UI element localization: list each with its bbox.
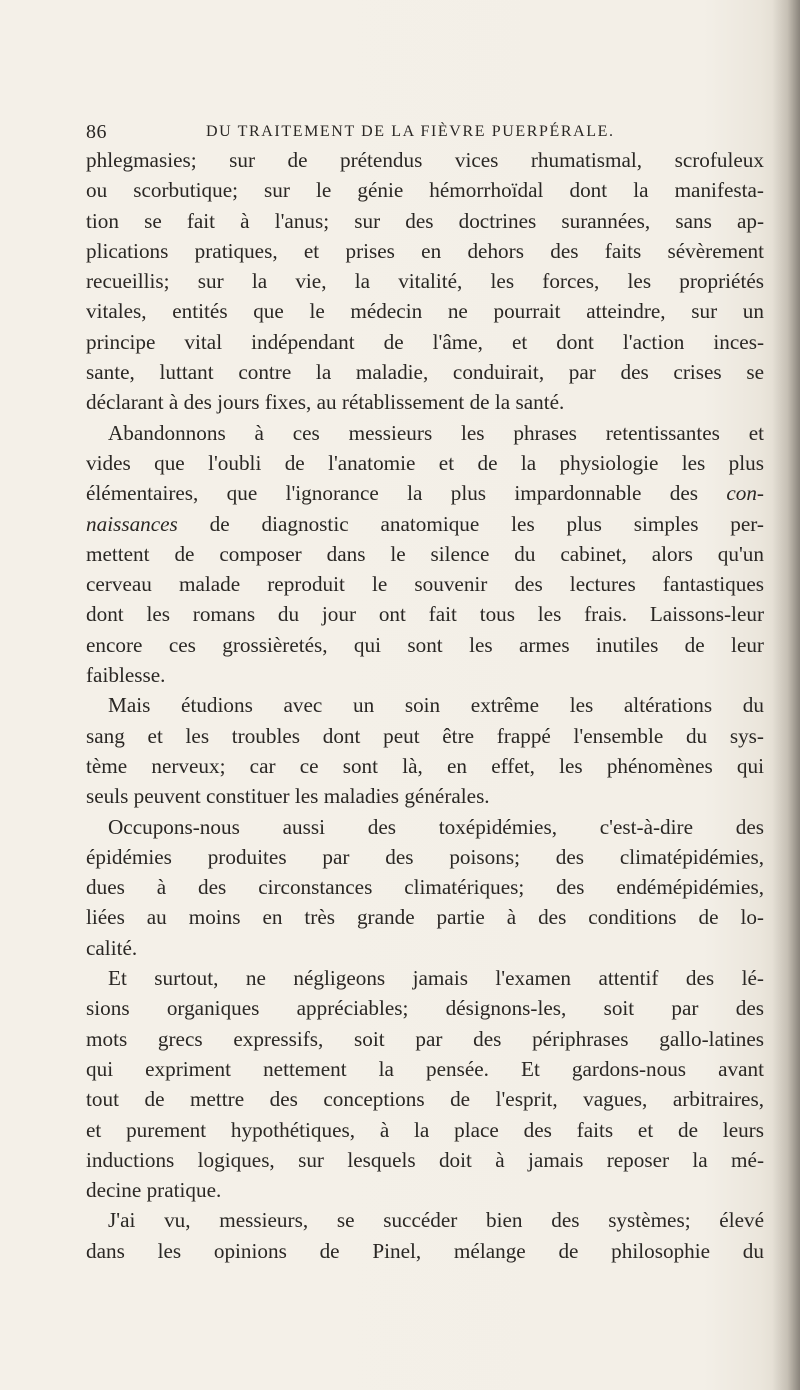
line-text: decine pratique.: [86, 1178, 222, 1203]
text-line: [86, 1145, 764, 1175]
italic-text: con-: [726, 481, 764, 506]
line-text: calité.: [86, 935, 138, 960]
text-line: [86, 1175, 764, 1205]
line-text: vitales, entités que le médecin ne pourrait atteindre, sur un: [86, 299, 764, 324]
page-number: 86: [86, 121, 107, 143]
line-text: J'ai vu, messieurs, se succéder bien des systèmes; élevé: [108, 1208, 764, 1233]
line-text: épidémies produites par des poisons; des climatépidémies,: [86, 844, 764, 869]
text-line: [86, 1115, 764, 1145]
text-line: [86, 418, 764, 448]
line-text: de diagnostic anatomique les plus simples per-: [177, 511, 764, 536]
line-text: dont les romans du jour ont fait tous les frais. Laissons-leur: [86, 602, 764, 627]
text-line: [86, 690, 764, 720]
text-line: [86, 569, 764, 599]
line-text: tout de mettre des conceptions de l'esprit, vagues, arbitraires,: [86, 1087, 764, 1112]
line-text: tème nerveux; car ce sont là, en effet, les phénomènes qui: [86, 753, 764, 778]
line-text: recueillis; sur la vie, la vitalité, les forces, les propriétés: [86, 269, 764, 294]
line-text: mettent de composer dans le silence du cabinet, alors qu'un: [86, 541, 764, 566]
text-line: [86, 751, 764, 781]
text-line: [86, 175, 764, 205]
running-title: DU TRAITEMENT DE LA FIÈVRE PUERPÉRALE.: [206, 123, 615, 140]
text-line: [86, 357, 764, 387]
text-line: [86, 993, 764, 1023]
line-text: déclarant à des jours fixes, au rétablissement de la santé.: [86, 390, 565, 415]
page-edge-shadow: [772, 0, 800, 1390]
line-text: qui expriment nettement la pensée. Et gardons-nous avant: [86, 1056, 764, 1081]
text-line: [86, 933, 764, 963]
text-line: [86, 872, 764, 902]
line-text: sang et les troubles dont peut être frappé l'ensemble du sys-: [86, 723, 764, 748]
text-line: [86, 812, 764, 842]
line-text: mots grecs expressifs, soit par des périphrases gallo-latines: [86, 1026, 764, 1051]
line-text: Abandonnons à ces messieurs les phrases retentissantes et: [108, 420, 764, 445]
text-line: [86, 478, 764, 508]
line-text: et purement hypothétiques, à la place des faits et de leurs: [86, 1117, 764, 1142]
line-text: Occupons-nous aussi des toxépidémies, c'est-à-dire des: [108, 814, 764, 839]
line-text: vides que l'oubli de l'anatomie et de la physiologie les plus: [86, 450, 764, 475]
text-line: [86, 1236, 764, 1266]
text-line: [86, 1084, 764, 1114]
line-text: sions organiques appréciables; désignons-les, soit par des: [86, 996, 764, 1021]
text-line: [86, 842, 764, 872]
line-text: seuls peuvent constituer les maladies générales.: [86, 784, 490, 809]
text-line: [86, 721, 764, 751]
text-line: [86, 266, 764, 296]
text-line: [86, 660, 764, 690]
line-text: élémentaires, que l'ignorance la plus impardonnable des: [86, 481, 699, 506]
line-text: tion se fait à l'anus; sur des doctrines surannées, sans ap-: [86, 208, 764, 233]
text-line: [86, 630, 764, 660]
line-text: encore ces grossièretés, qui sont les armes inutiles de leur: [86, 632, 764, 657]
line-text: phlegmasies; sur de prétendus vices rhumatismal, scrofuleux: [86, 148, 764, 172]
text-line: [86, 236, 764, 266]
text-line: [86, 448, 764, 478]
text-line: [86, 963, 764, 993]
page-header: [86, 121, 761, 145]
text-line: [86, 296, 764, 326]
text-line: [86, 327, 764, 357]
italic-text: naissances: [86, 511, 178, 536]
line-text: Et surtout, ne négligeons jamais l'examen attentif des lé-: [108, 966, 764, 991]
line-text: principe vital indépendant de l'âme, et dont l'action inces-: [86, 329, 764, 354]
line-text: ou scorbutique; sur le génie hémorrhoïdal dont la manifesta-: [86, 178, 764, 203]
line-text: dues à des circonstances climatériques; des endémépidémies,: [86, 875, 764, 900]
text-line: [86, 1054, 764, 1084]
line-text: dans les opinions de Pinel, mélange de philosophie du: [86, 1238, 764, 1263]
body-text: [86, 145, 764, 1266]
line-text: sante, luttant contre la maladie, conduirait, par des crises se: [86, 360, 764, 385]
text-line: [86, 206, 764, 236]
line-text: plications pratiques, et prises en dehors des faits sévèrement: [86, 238, 764, 263]
text-line: [86, 902, 764, 932]
line-text: Mais étudions avec un soin extrême les altérations du: [108, 693, 764, 718]
text-line: [86, 539, 764, 569]
text-line: [86, 387, 764, 417]
line-text: inductions logiques, sur lesquels doit à jamais reposer la mé-: [86, 1147, 764, 1172]
text-line: [86, 145, 764, 175]
line-text: liées au moins en très grande partie à des conditions de lo-: [86, 905, 764, 930]
line-text: faiblesse.: [86, 663, 166, 688]
text-line: [86, 599, 764, 629]
line-text: cerveau malade reproduit le souvenir des lectures fantastiques: [86, 572, 764, 597]
text-line: [86, 509, 764, 539]
text-line: [86, 781, 764, 811]
text-line: [86, 1024, 764, 1054]
text-line: [86, 1205, 764, 1235]
